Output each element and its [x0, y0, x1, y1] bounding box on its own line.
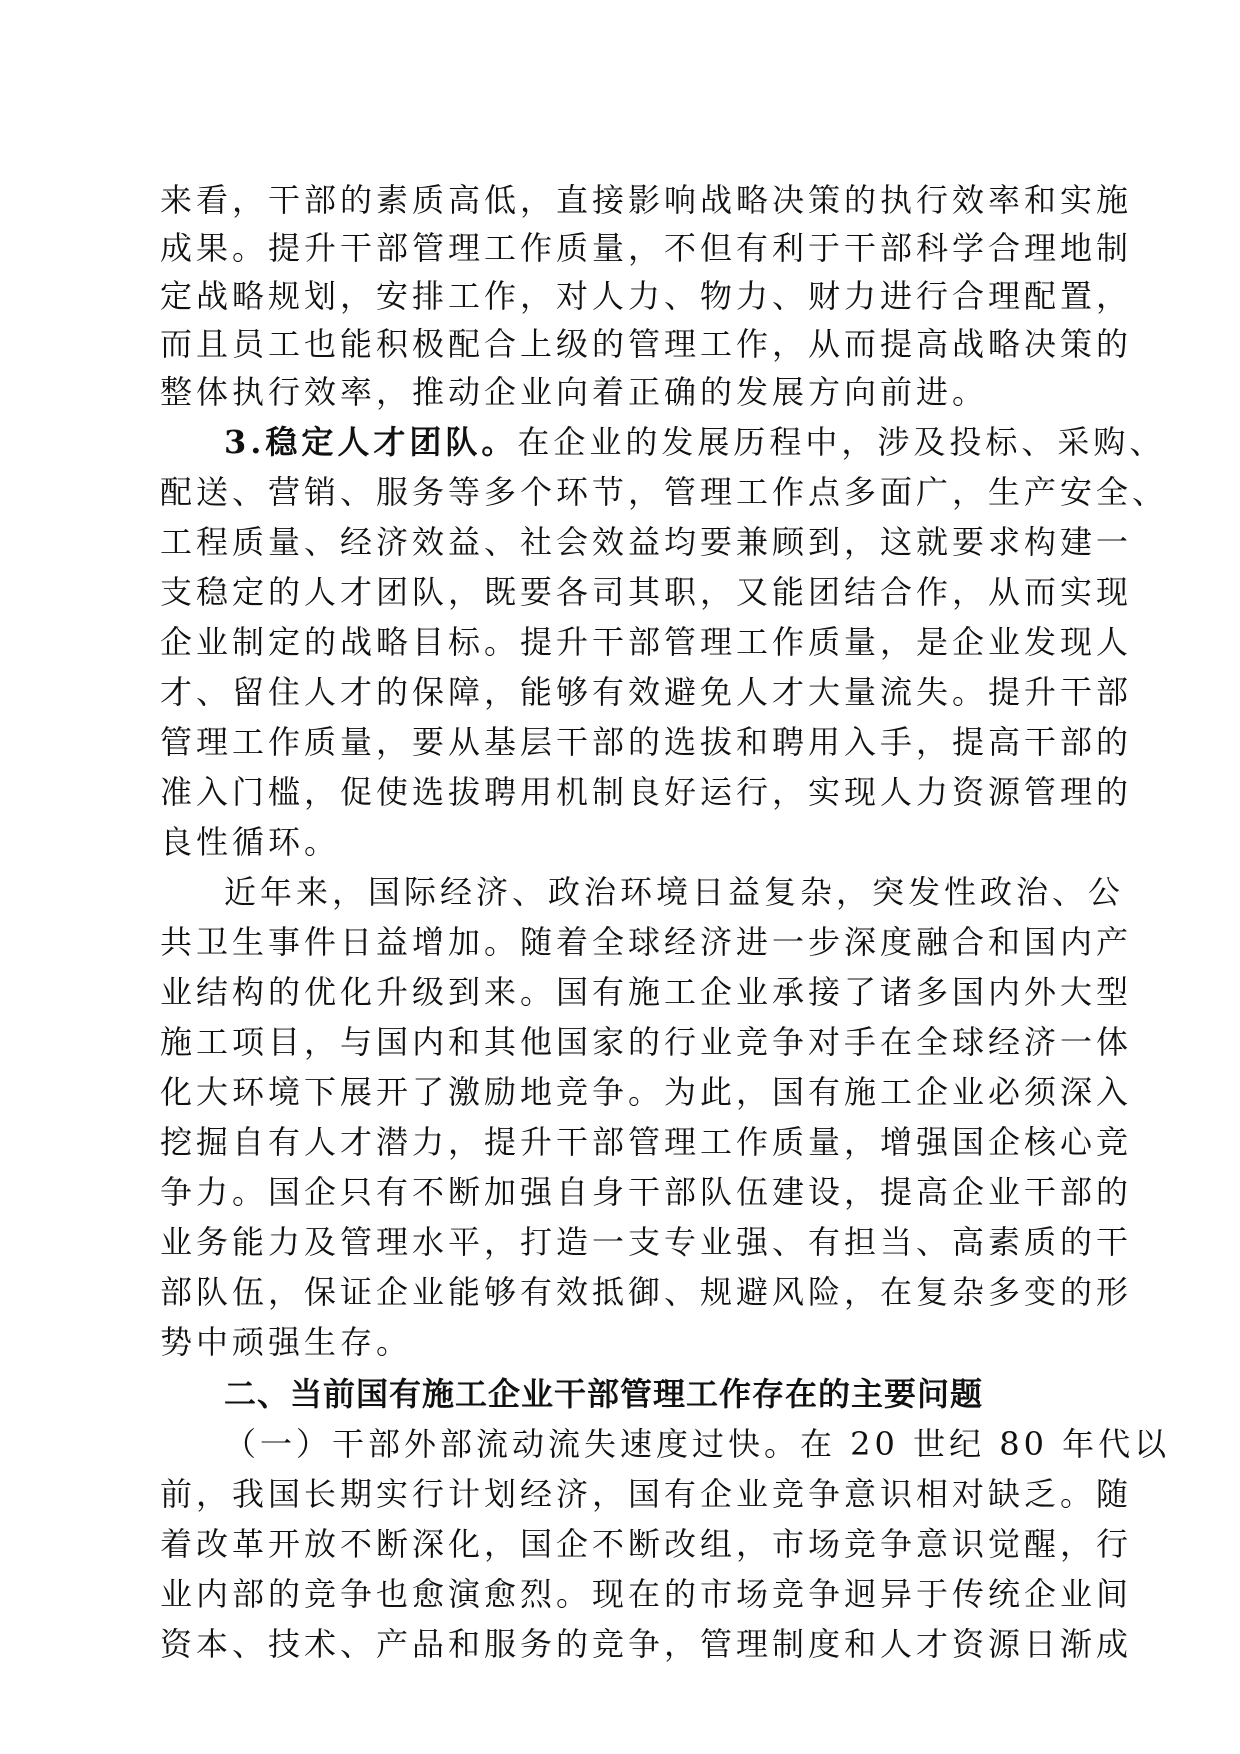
paragraph-3-line-7: 争力。国企只有不断加强自身干部队伍建设，提高企业干部的 [160, 1173, 1133, 1211]
paragraph-1-line-3: 定战略规划，安排工作，对人力、物力、财力进行合理配置， [160, 277, 1133, 315]
paragraph-3-line-10: 势中顽强生存。 [160, 1323, 413, 1361]
section-heading: 二、当前国有施工企业干部管理工作存在的主要问题 [224, 1375, 984, 1413]
paragraph-3-line-2: 共卫生事件日益增加。随着全球经济进一步深度融合和国内产 [160, 923, 1133, 961]
paragraph-2-line-8: 准入门槛，促使选拔聘用机制良好运行，实现人力资源管理的 [160, 773, 1133, 811]
paragraph-2-lead-bold: 3.稳定人才团队。 [224, 423, 518, 461]
paragraph-1-line-1: 来看，干部的素质高低，直接影响战略决策的执行效率和实施 [160, 181, 1133, 219]
paragraph-1-line-5: 整体执行效率，推动企业向着正确的发展方向前进。 [160, 373, 989, 411]
paragraph-2-line-1 [224, 418, 1165, 466]
paragraph-2-line-7: 管理工作质量，要从基层干部的选拔和聘用入手，提高干部的 [160, 723, 1133, 761]
paragraph-2-line-3: 工程质量、经济效益、社会效益均要兼顾到，这就要求构建一 [160, 523, 1133, 561]
paragraph-2-line-4: 支稳定的人才团队，既要各司其职，又能团结合作，从而实现 [160, 573, 1133, 611]
paragraph-2-line-6: 才、留住人才的保障，能够有效避免人才大量流失。提升干部 [160, 673, 1133, 711]
paragraph-3-line-9: 部队伍，保证企业能够有效抵御、规避风险，在复杂多变的形 [160, 1273, 1133, 1311]
paragraph-3-line-4: 施工项目，与国内和其他国家的行业竞争对手在全球经济一体 [160, 1023, 1133, 1061]
paragraph-3-line-6: 挖掘自有人才潜力，提升干部管理工作质量，增强国企核心竞 [160, 1123, 1133, 1161]
subsection-line-2: 前，我国长期实行计划经济，国有企业竞争意识相对缺乏。随 [160, 1475, 1133, 1513]
subsection-line-3: 着改革开放不断深化，国企不断改组，市场竞争意识觉醒，行 [160, 1525, 1133, 1563]
paragraph-3-line-1: 近年来，国际经济、政治环境日益复杂，突发性政治、公 [224, 873, 1125, 911]
paragraph-2-lead-text: 在企业的发展历程中，涉及投标、采购、 [517, 423, 1166, 461]
paragraph-2-line-5: 企业制定的战略目标。提升干部管理工作质量，是企业发现人 [160, 623, 1133, 661]
paragraph-2-line-9: 良性循环。 [160, 823, 341, 861]
paragraph-3-line-5: 化大环境下展开了激励地竞争。为此，国有施工企业必须深入 [160, 1073, 1133, 1111]
paragraph-3-line-3: 业结构的优化升级到来。国有施工企业承接了诸多国内外大型 [160, 973, 1133, 1011]
subsection-line-4: 业内部的竞争也愈演愈烈。现在的市场竞争迥异于传统企业间 [160, 1575, 1133, 1613]
subsection-line-1: （一）干部外部流动流失速度过快。在 20 世纪 80 年代以 [224, 1425, 1171, 1463]
paragraph-3-line-8: 业务能力及管理水平，打造一支专业强、有担当、高素质的干 [160, 1223, 1133, 1261]
paragraph-1-line-4: 而且员工也能积极配合上级的管理工作，从而提高战略决策的 [160, 325, 1133, 363]
paragraph-1-line-2: 成果。提升干部管理工作质量，不但有利于干部科学合理地制 [160, 229, 1133, 267]
subsection-line-5: 资本、技术、产品和服务的竞争，管理制度和人才资源日渐成 [160, 1625, 1133, 1663]
paragraph-2-line-2: 配送、营销、服务等多个环节，管理工作点多面广，生产安全、 [160, 473, 1169, 511]
